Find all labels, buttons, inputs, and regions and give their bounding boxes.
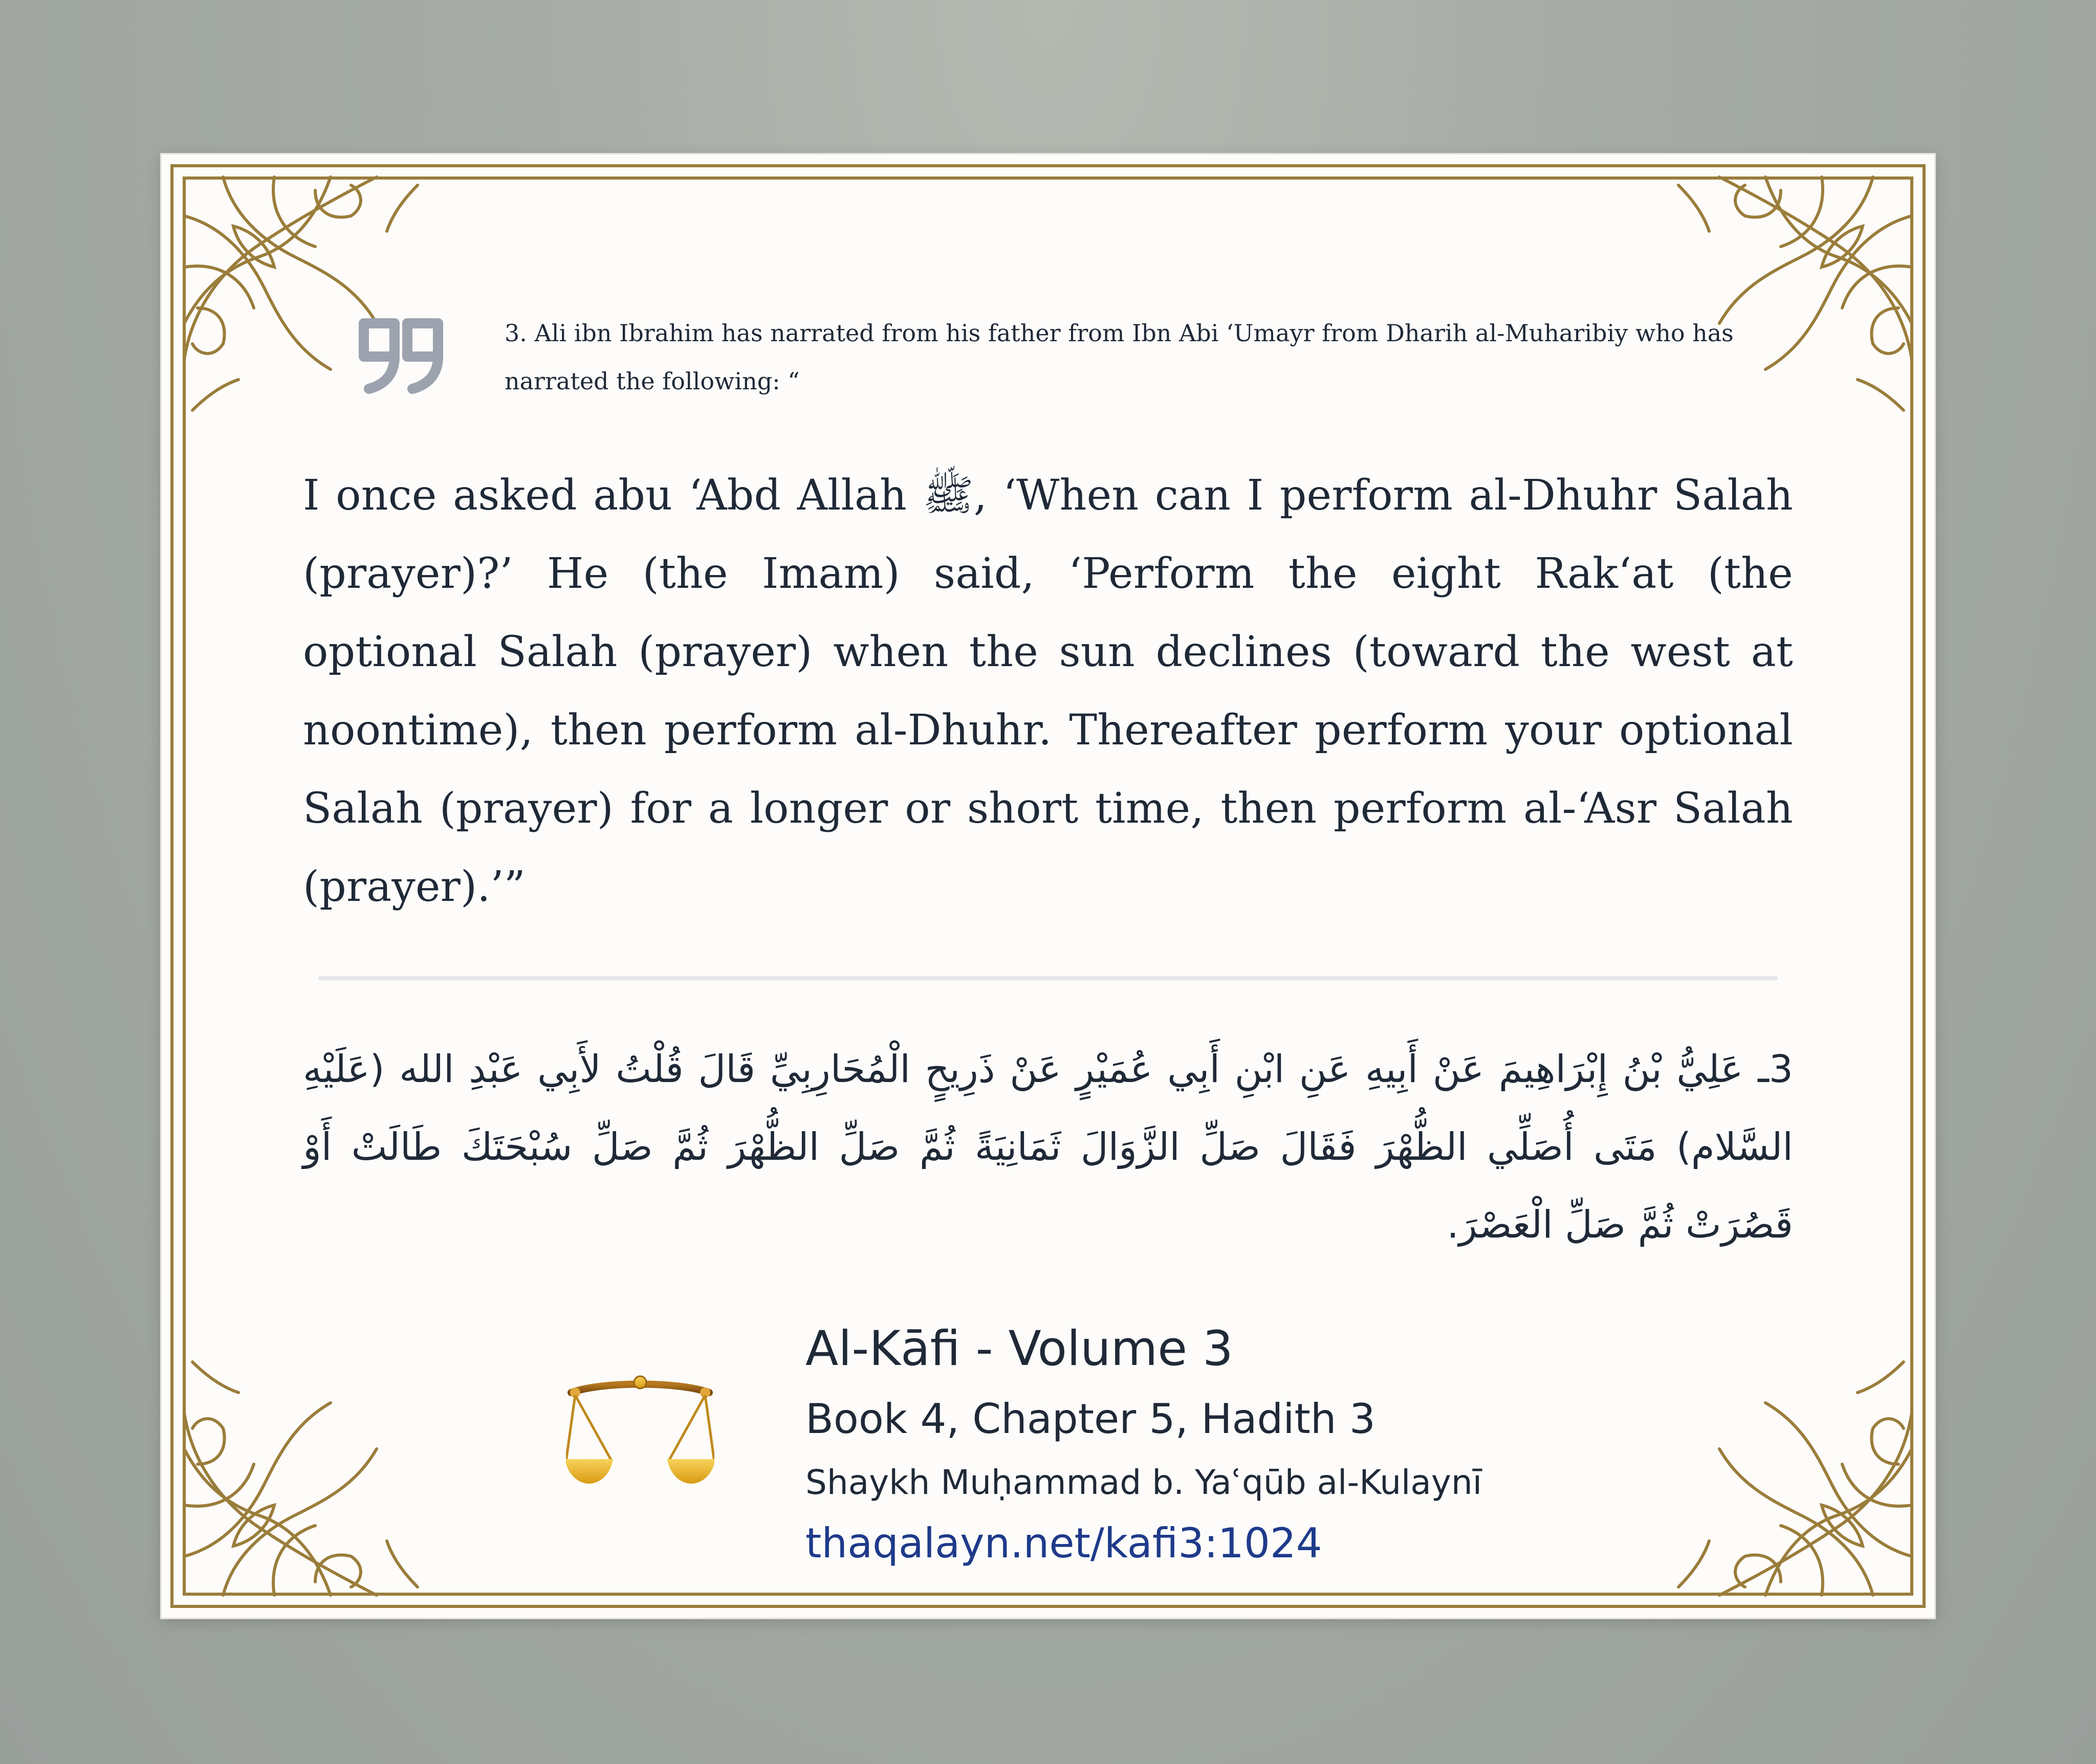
quote-icon — [354, 308, 448, 398]
source-title: Al-Kāfi - Volume 3 — [805, 1321, 1233, 1377]
hadith-english-text: I once asked abu ‘Abd Allah ﷺ, ‘When can I perform al-Dhuhr Salah (prayer)?’ He (the Imam) said, ‘Perform the eight Rak‘at (the optional Salah (prayer) when the sun declines (toward the west at noontime), then perform al-Dhuhr. Thereafter perform your optional Salah (prayer) for a longer or short time, then perform al-‘Asr Salah (prayer).’” — [303, 471, 1793, 911]
hadith-intro: 3. Ali ibn Ibrahim has narrated from his father from Ibn Abi ‘Umayr from Dharih al-Muharibiy who has narrated the following: “ — [505, 319, 1734, 395]
source-block — [805, 1313, 1675, 1575]
hadith-card — [162, 155, 1934, 1618]
hadith-arabic-text: 3ـ عَلِيُّ بْنُ إِبْرَاهِيمَ عَنْ أَبِيهِ عَنِ ابْنِ أَبِي عُمَيْرٍ عَنْ ذَرِيحٍ الْمُحَارِبِيِّ قَالَ قُلْتُ لأَبِي عَبْدِ الله (عَلَيْهِ السَّلام) مَتَى أُصَلِّي الظُّهْرَ فَقَالَ صَلِّ الزَّوَالَ ثَمَانِيَةً ثُمَّ صَلِّ الظُّهْرَ ثُمَّ صَلِّ سُبْحَتَكَ طَالَتْ أَوْ قَصُرَتْ ثُمَّ صَلِّ الْعَصْرَ. — [303, 1047, 1793, 1247]
corner-ornament-bottom-left — [184, 1362, 418, 1595]
scales-icon — [566, 1372, 714, 1490]
source-reference: Book 4, Chapter 5, Hadith 3 — [805, 1395, 1376, 1443]
corner-ornament-bottom-right — [1678, 1362, 1912, 1595]
source-author: Shaykh Muḥammad b. Yaʿqūb al-Kulaynī — [805, 1463, 1482, 1502]
source-link[interactable]: thaqalayn.net/kafi3:1024 — [805, 1519, 1322, 1567]
divider — [318, 976, 1778, 980]
